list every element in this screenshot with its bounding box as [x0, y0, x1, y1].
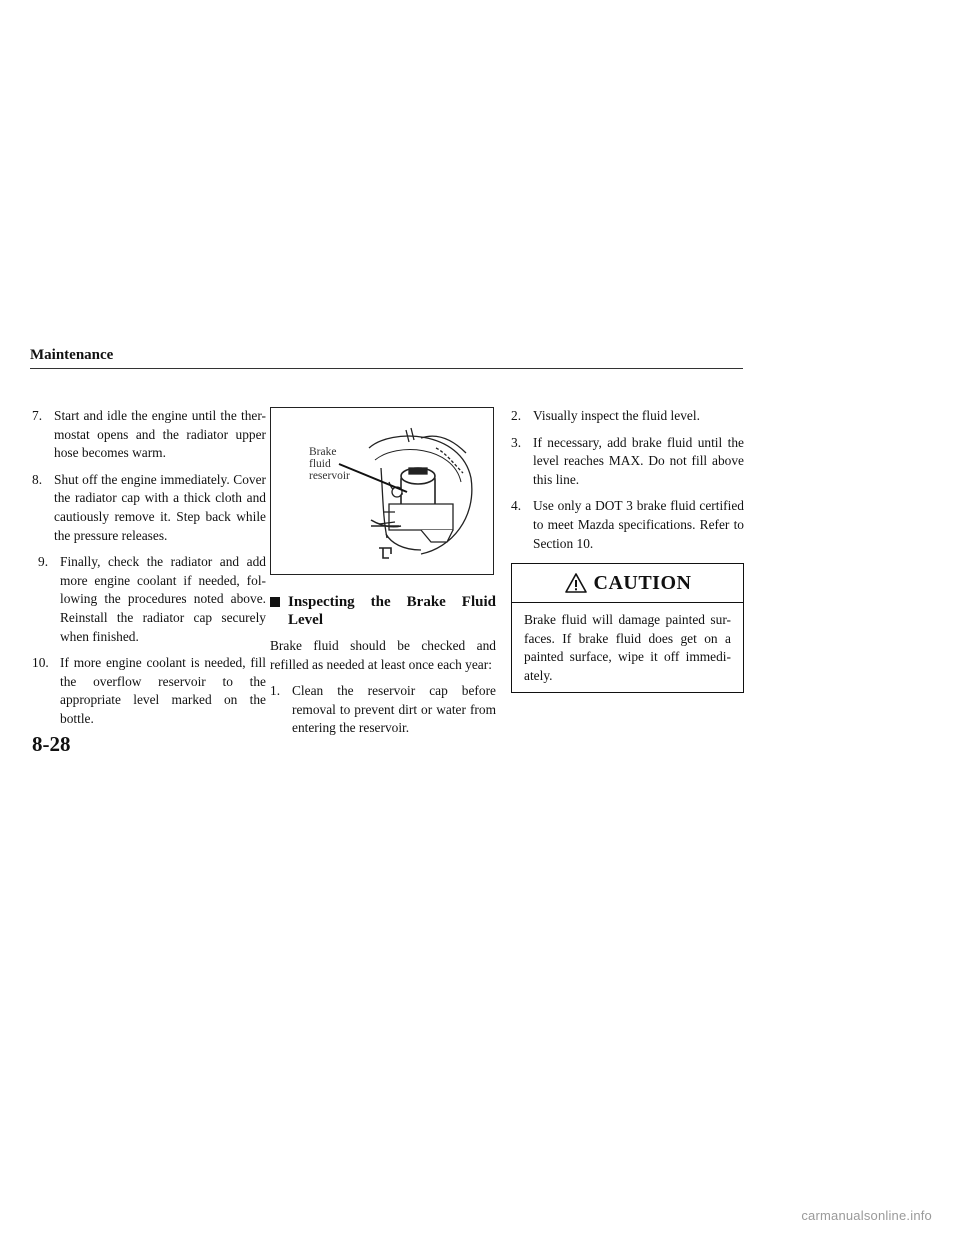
watermark: carmanualsonline.info — [801, 1208, 932, 1223]
step-number: 7. — [32, 408, 43, 423]
brake-step-3 — [511, 434, 744, 490]
warning-triangle-icon — [564, 572, 588, 594]
figure-label-line: reservoir — [309, 470, 350, 482]
section-intro: Brake fluid should be checked and refilled as needed at least once each year: — [270, 638, 496, 672]
section-heading — [270, 593, 496, 629]
page-number: 8-28 — [32, 732, 71, 756]
figure-label-line: fluid — [309, 458, 331, 470]
caution-header — [512, 564, 743, 603]
column-1 — [32, 407, 266, 737]
caution-text: Brake fluid will damage painted sur-faces. If brake fluid does get on a painted surface, wipe it off immedi-ately. — [524, 612, 731, 683]
step-text: Finally, check the radiator and add more engine coolant if needed, fol-lowing the procedures noted above. Reinstall the radiator cap securely when finished. — [60, 554, 266, 644]
step-text: Visually inspect the fluid level. — [533, 408, 700, 423]
step-9 — [32, 553, 266, 646]
step-text: Shut off the engine immediately. Cover the radiator cap with a thick cloth and cautiously remove it. Step back while the pressure releases. — [54, 471, 266, 543]
step-number: 1. — [270, 683, 281, 699]
step-8 — [32, 471, 266, 545]
column-3 — [511, 407, 744, 693]
brake-reservoir-illustration — [271, 408, 493, 574]
step-number: 3. — [511, 434, 522, 450]
step-text: If necessary, add brake fluid until the level reaches MAX. Do not fill above this line. — [533, 434, 744, 487]
step-text: Start and idle the engine until the ther-mostat opens and the radiator upper hose becomes warm. — [54, 408, 266, 461]
column-2 — [270, 407, 496, 746]
step-10 — [32, 654, 266, 728]
step-text: If more engine coolant is needed, fill the overflow reservoir to the appropriate level marked on the bottle. — [60, 655, 266, 726]
header-rule — [30, 368, 743, 369]
step-number: 9. — [38, 554, 49, 570]
step-7 — [32, 407, 266, 463]
caution-title: CAUTION — [593, 571, 692, 594]
brake-step-4 — [511, 497, 744, 553]
step-text: Clean the reservoir cap before removal to prevent dirt or water from entering the reservoir. — [292, 683, 496, 736]
step-number: 8. — [32, 471, 43, 487]
step-number: 4. — [511, 498, 522, 514]
square-bullet-icon — [270, 597, 280, 607]
brake-reservoir-figure — [270, 407, 494, 575]
caution-box — [511, 563, 744, 692]
section-header-title: Maintenance — [30, 347, 114, 363]
figure-label — [309, 446, 350, 482]
step-number: 10. — [32, 655, 49, 671]
section-heading-text: Inspecting the Brake Fluid Level — [288, 594, 496, 628]
figure-label-line: Brake — [309, 446, 337, 458]
brake-step-1 — [270, 682, 496, 738]
step-text: Use only a DOT 3 brake fluid certified to meet Mazda specifications. Refer to Section 10. — [533, 498, 744, 551]
step-number: 2. — [511, 408, 522, 423]
brake-step-2 — [511, 407, 744, 426]
